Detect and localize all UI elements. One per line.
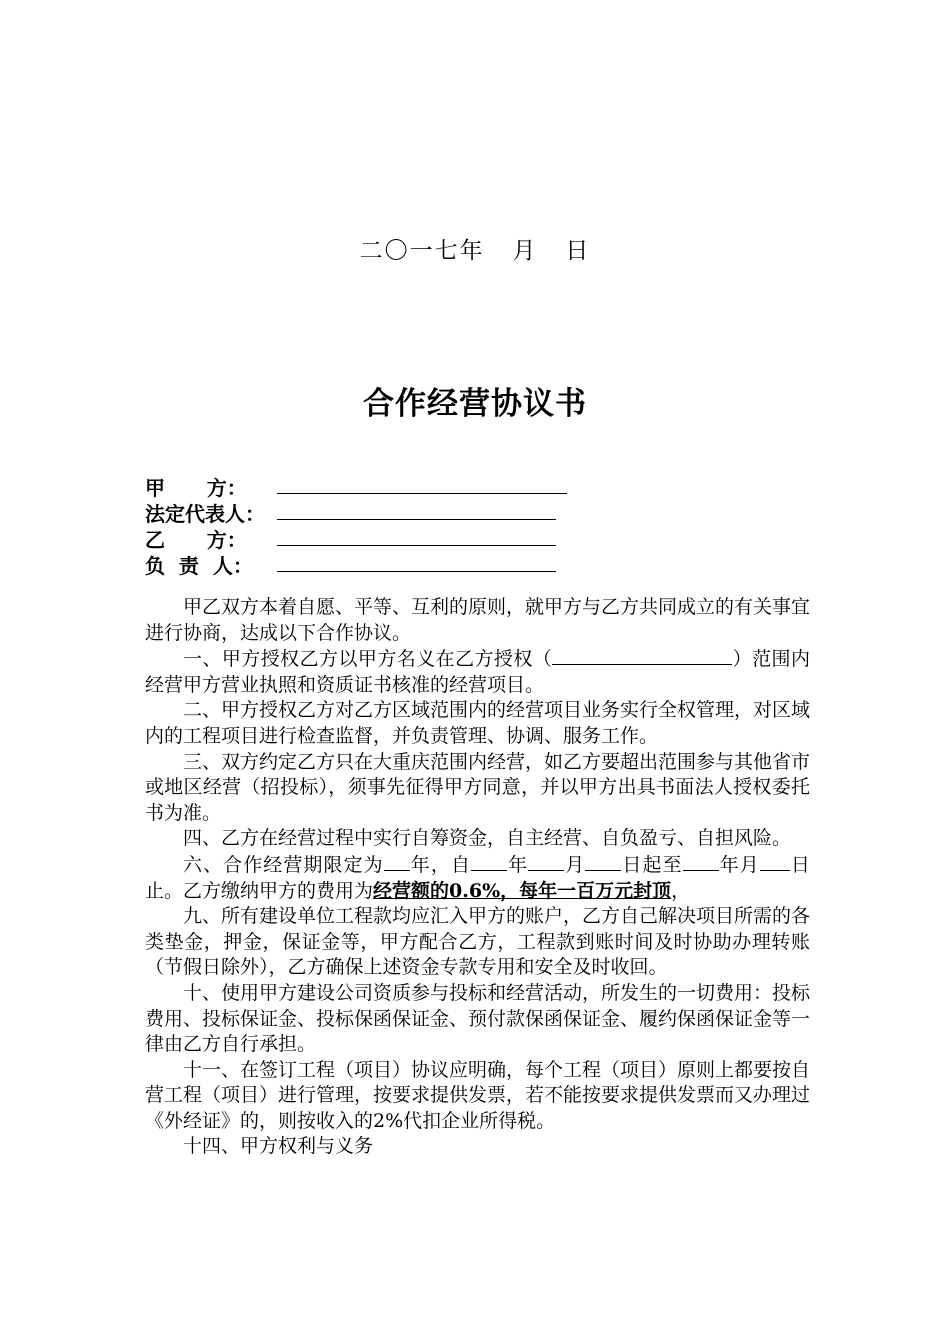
document-title: 合作经营协议书 [363, 386, 587, 422]
clause-4: 四、乙方在经营过程中实行自筹资金，自主经营、自负盈亏、自担风险。 [183, 827, 792, 850]
clause-6-text-f: 年月 [718, 853, 760, 876]
responsible-person-blank [277, 571, 556, 572]
clause-6-text-g: 日止。乙方缴纳甲方的费用为 [145, 853, 810, 902]
authorized-scope-blank [552, 646, 732, 665]
clause-1-text-a: 一、甲方授权乙方以甲方名义在乙方授权（ [183, 648, 553, 671]
clause-1 [145, 646, 810, 698]
clause-6-text-a: 六、合作经营期限定为 [183, 853, 384, 876]
party-b-label: 乙 方： [145, 528, 247, 552]
end-year-blank [683, 852, 719, 871]
end-day-blank [760, 852, 790, 871]
start-day-blank [585, 852, 621, 871]
clause-3: 三、双方约定乙方只在大重庆范围内经营，如乙方要超出范围参与其他省市或地区经营（招投标），须事先征得甲方同意，并以甲方出具书面法人授权委托书为准。 [145, 750, 811, 824]
clause-6-text-b: 年，自 [409, 853, 472, 876]
clause-9: 九、所有建设单位工程款均应汇入甲方的账户，乙方自己解决项目所需的各类垫金，押金，保证金等，甲方配合乙方，工程款到账时间及时协助办理转账（节假日除外），乙方确保上述资金专款专用和安全及时收回。 [145, 905, 811, 979]
start-year-blank [471, 852, 507, 871]
clause-6-text-c: 年 [507, 853, 529, 876]
legal-rep-label: 法定代表人： [145, 502, 265, 526]
clause-11: 十一、在签订工程（项目）协议应明确，每个工程（项目）原则上都要按自营工程（项目）进行管理，按要求提供发票，若不能按要求提供发票而又办理过《外经证》的，则按收入的2%代扣企业所得税。 [145, 1058, 811, 1132]
agreement-body [145, 595, 810, 1160]
legal-rep-blank [277, 519, 556, 520]
party-a-blank [277, 493, 567, 494]
clause-2: 二、甲方授权乙方对乙方区域范围内的经营项目业务实行全权管理，对区域内的工程项目进行检查监督，并负责管理、协调、服务工作。 [145, 699, 811, 747]
intro-paragraph: 甲乙双方本着自愿、平等、互利的原则，就甲方与乙方共同成立的有关事宜进行协商，达成以下合作协议。 [145, 596, 811, 644]
party-a-label: 甲 方： [145, 476, 247, 500]
clause-6-end: ， [671, 879, 691, 902]
clause-10: 十、使用甲方建设公司资质参与投标和经营活动，所发生的一切费用：投标费用、投标保证金、投标保函保证金、预付款保函保证金、履约保函保证金等一律由乙方自行承担。 [145, 981, 811, 1056]
responsible-person-label: 负 责 人： [145, 554, 253, 578]
party-b-blank [277, 545, 556, 546]
fee-terms-bold: 经营额的0.6%，每年一百万元封顶 [373, 879, 672, 902]
clause-6 [145, 852, 810, 904]
start-month-blank [528, 852, 564, 871]
clause-6-text-e: 日起至 [621, 853, 683, 876]
clause-14-heading: 十四、甲方权利与义务 [183, 1135, 374, 1158]
clause-6-text-d: 月 [564, 853, 586, 876]
term-years-blank [384, 852, 410, 871]
clause-1-text-b: ）范围内经营甲方营业执照和资质证书核准的经营项目。 [145, 648, 810, 696]
document-date: 二〇一七年 月 日 [359, 238, 591, 264]
